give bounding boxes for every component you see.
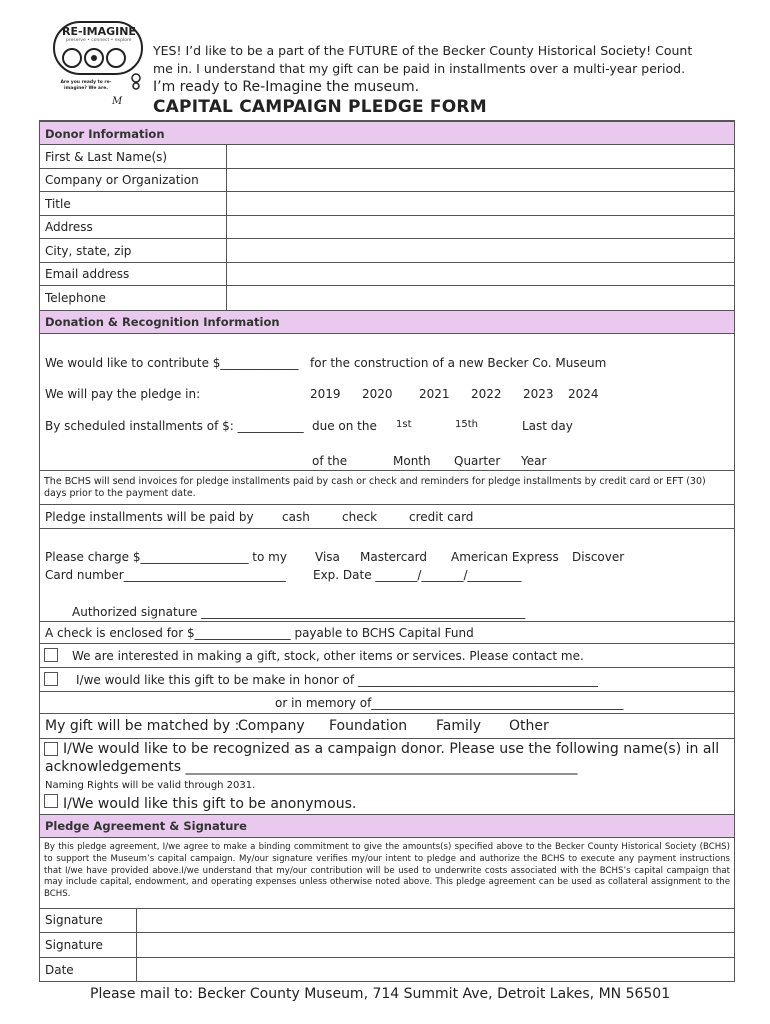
method-check[interactable]: check [342,510,378,524]
year-2024[interactable]: 2024 [568,387,599,401]
donor-row-name[interactable] [40,145,734,169]
period-quarter[interactable]: Quarter [454,454,501,468]
due-last-day[interactable]: Last day [522,419,573,433]
donor-row-address[interactable] [40,216,734,239]
field-label: Date [45,963,74,977]
logo-tagline: preserve • connect • explore [66,38,132,43]
honor-checkbox[interactable] [44,672,58,686]
memory-field[interactable]: or in memory of__________________________________________ [275,696,624,710]
charge-label[interactable]: Please charge $__________________ to my [45,550,287,564]
interest-label: We are interested in making a gift, stock, other items or services. Please contact me. [72,649,584,663]
agreement-text: By this pledge agreement, I/we agree to make a binding commitment to give the amounts(s) specified above to the Becker County Historical Society (BCHS) to support the Museum’s capital campaign. My/our signature verifies my/our intent to pledge and authorize the BCHS to execute any payment instructions that I/we have provided above.I/we understand that my/our contribution will be used to underwrite costs associated with the BCHS’s capital campaign that may include capital, endowment, and operating expenses unless otherwise noted above. This pledge agreement can be used as collateral assignment to the BCHS. [44,842,730,900]
contribute-text-b: for the construction of a new Becker Co. Museum [310,356,607,370]
donor-row-telephone[interactable] [40,286,734,310]
donor-row-company[interactable] [40,169,734,192]
exp-date-field[interactable]: Exp. Date _______/_______/_________ [313,568,522,582]
field-label: Signature [45,913,103,927]
year-2023[interactable]: 2023 [523,387,554,401]
card-mastercard[interactable]: Mastercard [360,550,428,564]
invoice-note: The BCHS will send invoices for pledge installments paid by cash or check and reminders for pledge installments by credit card or EFT (30) days prior to the payment date. [44,476,706,499]
year-2021[interactable]: 2021 [419,387,450,401]
divider [40,504,734,505]
field-label: Telephone [45,291,106,305]
divider [40,621,734,622]
agreement-section-header: Pledge Agreement & Signature [40,814,734,838]
anonymous-checkbox[interactable] [44,794,58,808]
year-2020[interactable]: 2020 [362,387,393,401]
authorized-signature-field[interactable]: Authorized signature ______________________________________________________ [72,605,526,619]
match-other[interactable]: Other [509,718,549,734]
signature-row-1[interactable] [40,908,734,933]
field-label: Signature [45,938,103,952]
divider [40,713,734,714]
installment-label: By scheduled installments of $: ___________ [45,419,304,433]
match-family[interactable]: Family [436,718,482,734]
card-amex[interactable]: American Express [451,550,559,564]
donation-section-header: Donation & Recognition Information [40,310,734,334]
pay-label: We will pay the pledge in: [45,387,201,401]
due-1st[interactable]: 1st [396,419,412,430]
form-title: CAPITAL CAMPAIGN PLEDGE FORM [153,97,487,117]
of-the-label: of the [312,454,348,468]
recognize-checkbox[interactable] [44,742,58,756]
divider [40,691,734,692]
logo-question: Are you ready to re-imagine? We are. [60,80,112,91]
method-credit-card[interactable]: credit card [409,510,474,524]
method-cash[interactable]: cash [282,510,310,524]
field-label: Title [45,197,71,211]
intro-line-2: me in. I understand that my gift can be paid in installments over a multi-year period. [153,61,686,76]
field-label: Company or Organization [45,173,199,187]
acknowledgements-field[interactable]: acknowledgements ________________________________________________________ [45,759,578,775]
signature-row-2[interactable] [40,933,734,958]
divider [40,643,734,644]
donor-section-header: Donor Information [40,121,734,145]
pledge-form [39,120,735,982]
mailing-address: Please mail to: Becker County Museum, 714 Summit Ave, Detroit Lakes, MN 56501 [90,986,671,1002]
recognize-text: I/We would like to be recognized as a campaign donor. Please use the following name(s) in all [63,741,720,757]
intro-line-3: I’m ready to Re-Imagine the museum. [153,79,420,95]
match-company[interactable]: Company [238,718,305,734]
donor-row-city[interactable] [40,239,734,263]
check-enclosed-field[interactable]: A check is enclosed for $________________ payable to BCHS Capital Fund [45,626,474,640]
reimagine-logo [52,20,144,110]
donor-row-title[interactable] [40,192,734,216]
field-label: First & Last Name(s) [45,150,168,164]
card-number-field[interactable]: Card number___________________________ [45,568,286,582]
period-month[interactable]: Month [393,454,431,468]
interest-checkbox[interactable] [44,648,58,662]
divider [40,738,734,739]
logo-title: RE-IMAGINE [62,25,136,38]
year-2022[interactable]: 2022 [471,387,502,401]
card-discover[interactable]: Discover [572,550,625,564]
contribute-text-a: We would like to contribute $_____________ [45,356,299,370]
field-label: City, state, zip [45,244,132,258]
divider [40,470,734,471]
divider [40,667,734,668]
year-2019[interactable]: 2019 [310,387,341,401]
field-label: Address [45,220,93,234]
svg-text:M: M [112,96,123,107]
due-on-label: due on the [312,419,377,433]
due-15th[interactable]: 15th [455,419,478,430]
donor-row-email[interactable] [40,263,734,286]
intro-text [153,42,713,96]
honor-field[interactable]: I/we would like this gift to be make in honor of ________________________________________ [76,673,598,687]
date-row[interactable] [40,958,734,982]
field-label: Email address [45,267,130,281]
divider [40,528,734,529]
intro-line-1: YES! I’d like to be a part of the FUTURE of the Becker County Historical Society! Count [153,43,693,58]
period-year[interactable]: Year [521,454,547,468]
anonymous-label: I/We would like this gift to be anonymous. [63,796,357,812]
naming-rights-note: Naming Rights will be valid through 2031. [45,780,256,791]
card-visa[interactable]: Visa [315,550,340,564]
match-foundation[interactable]: Foundation [329,718,408,734]
paid-by-label: Pledge installments will be paid by [45,510,254,524]
matched-label: My gift will be matched by : [45,718,240,734]
